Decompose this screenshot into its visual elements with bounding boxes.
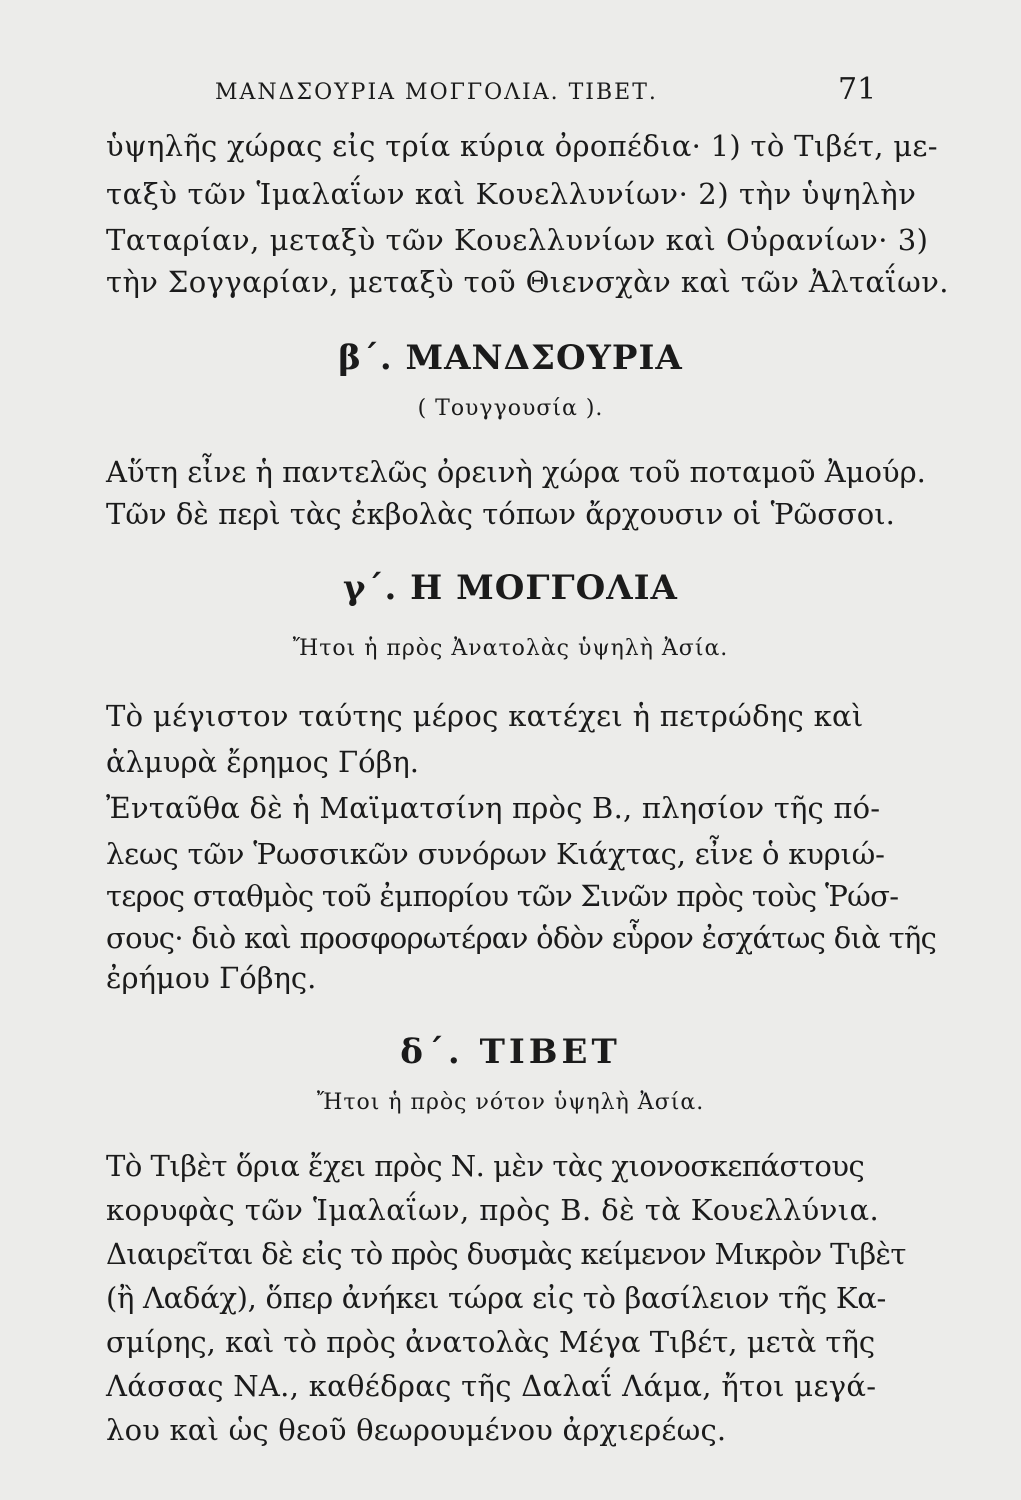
tibet-line-4: (ἢ Λαδάχ), ὅπερ ἀνήκει τώρα εἰς τὸ βασίλειον τῆς Κα-	[106, 1281, 886, 1315]
tibet-line-7: λου καὶ ὡς θεοῦ θεωρουμένου ἀρχιερέως.	[106, 1413, 727, 1447]
tibet-line-5: σμίρης, καὶ τὸ πρὸς ἀνατολὰς Μέγα Τιβέτ, μετὰ τῆς	[106, 1325, 876, 1359]
section-subtitle-mongolia: Ἤτοι ἡ πρὸς Ἀνατολὰς ὑψηλὴ Ἀσία.	[292, 636, 729, 661]
section-subtitle-tibet: Ἤτοι ἡ πρὸς νότον ὑψηλὴ Ἀσία.	[316, 1090, 705, 1115]
mandsouria-line-2: Τῶν δὲ περὶ τὰς ἐκβολὰς τόπων ἄρχουσιν οἱ Ῥῶσσοι.	[106, 497, 895, 531]
section-title-mandsouria: β΄. ΜΑΝΔΣΟΥΡΙΑ	[338, 338, 683, 378]
tibet-line-6: Λάσσας ΝΑ., καθέδρας τῆς Δαλαΐ Λάμα, ἤτοι μεγά-	[106, 1369, 877, 1403]
section-title-mongolia: γ΄. Η ΜΟΓΓΟΛΙΑ	[343, 568, 678, 608]
mandsouria-line-1: Αὕτη εἶνε ἡ παντελῶς ὀρεινὴ χώρα τοῦ ποταμοῦ Ἀμούρ.	[106, 455, 926, 489]
mongolia-line-3: Ἐνταῦθα δὲ ἡ Μαϊματσίνη πρὸς Β., πλησίον τῆς πό-	[106, 791, 881, 825]
section-title-tibet: δ΄. ΤΙΒΕΤ	[400, 1032, 621, 1072]
intro-line-3: Ταταρίαν, μεταξὺ τῶν Κουελλυνίων καὶ Οὐρανίων· 3)	[106, 223, 929, 257]
mongolia-line-4: λεως τῶν Ῥωσσικῶν συνόρων Κιάχτας, εἶνε ὁ κυριώ-	[106, 837, 885, 871]
section-subtitle-mandsouria: ( Τουγγουσία ).	[417, 396, 604, 421]
running-title: ΜΑΝΔΣΟΥΡΙΑ ΜΟΓΓΟΛΙΑ. ΤΙΒΕΤ.	[215, 80, 658, 105]
tibet-line-2: κορυφὰς τῶν Ἱμαλαΐων, πρὸς Β. δὲ τὰ Κουελλύνια.	[106, 1193, 880, 1227]
tibet-line-3: Διαιρεῖται δὲ εἰς τὸ πρὸς δυσμὰς κείμενον Μικρὸν Τιβὲτ	[106, 1237, 906, 1271]
mongolia-line-5: τερος σταθμὸς τοῦ ἐμπορίου τῶν Σινῶν πρὸς τοὺς Ῥώσ-	[106, 879, 899, 913]
mongolia-line-6: σους· διὸ καὶ προσφορωτέραν ὁδὸν εὗρον ἐσχάτως διὰ τῆς	[106, 921, 937, 955]
mongolia-line-7: ἐρήμου Γόβης.	[106, 961, 317, 995]
intro-line-4: τὴν Σογγαρίαν, μεταξὺ τοῦ Θιενσχὰν καὶ τῶν Ἀλταΐων.	[106, 265, 949, 299]
tibet-line-1: Τὸ Τιβὲτ ὅρια ἔχει πρὸς Ν. μὲν τὰς χιονοσκεπάστους	[106, 1149, 865, 1183]
page-number: 71	[838, 72, 877, 107]
page-header	[0, 72, 1021, 118]
intro-line-1: ὑψηλῆς χώρας εἰς τρία κύρια ὀροπέδια· 1) τὸ Τιβέτ, με-	[106, 129, 938, 163]
intro-line-2: ταξὺ τῶν Ἱμαλαΐων καὶ Κουελλυνίων· 2) τὴν ὑψηλὴν	[106, 177, 917, 211]
mongolia-line-1: Τὸ μέγιστον ταύτης μέρος κατέχει ἡ πετρώδης καὶ	[106, 699, 864, 733]
mongolia-line-2: ἁλμυρὰ ἔρημος Γόβη.	[106, 745, 419, 779]
